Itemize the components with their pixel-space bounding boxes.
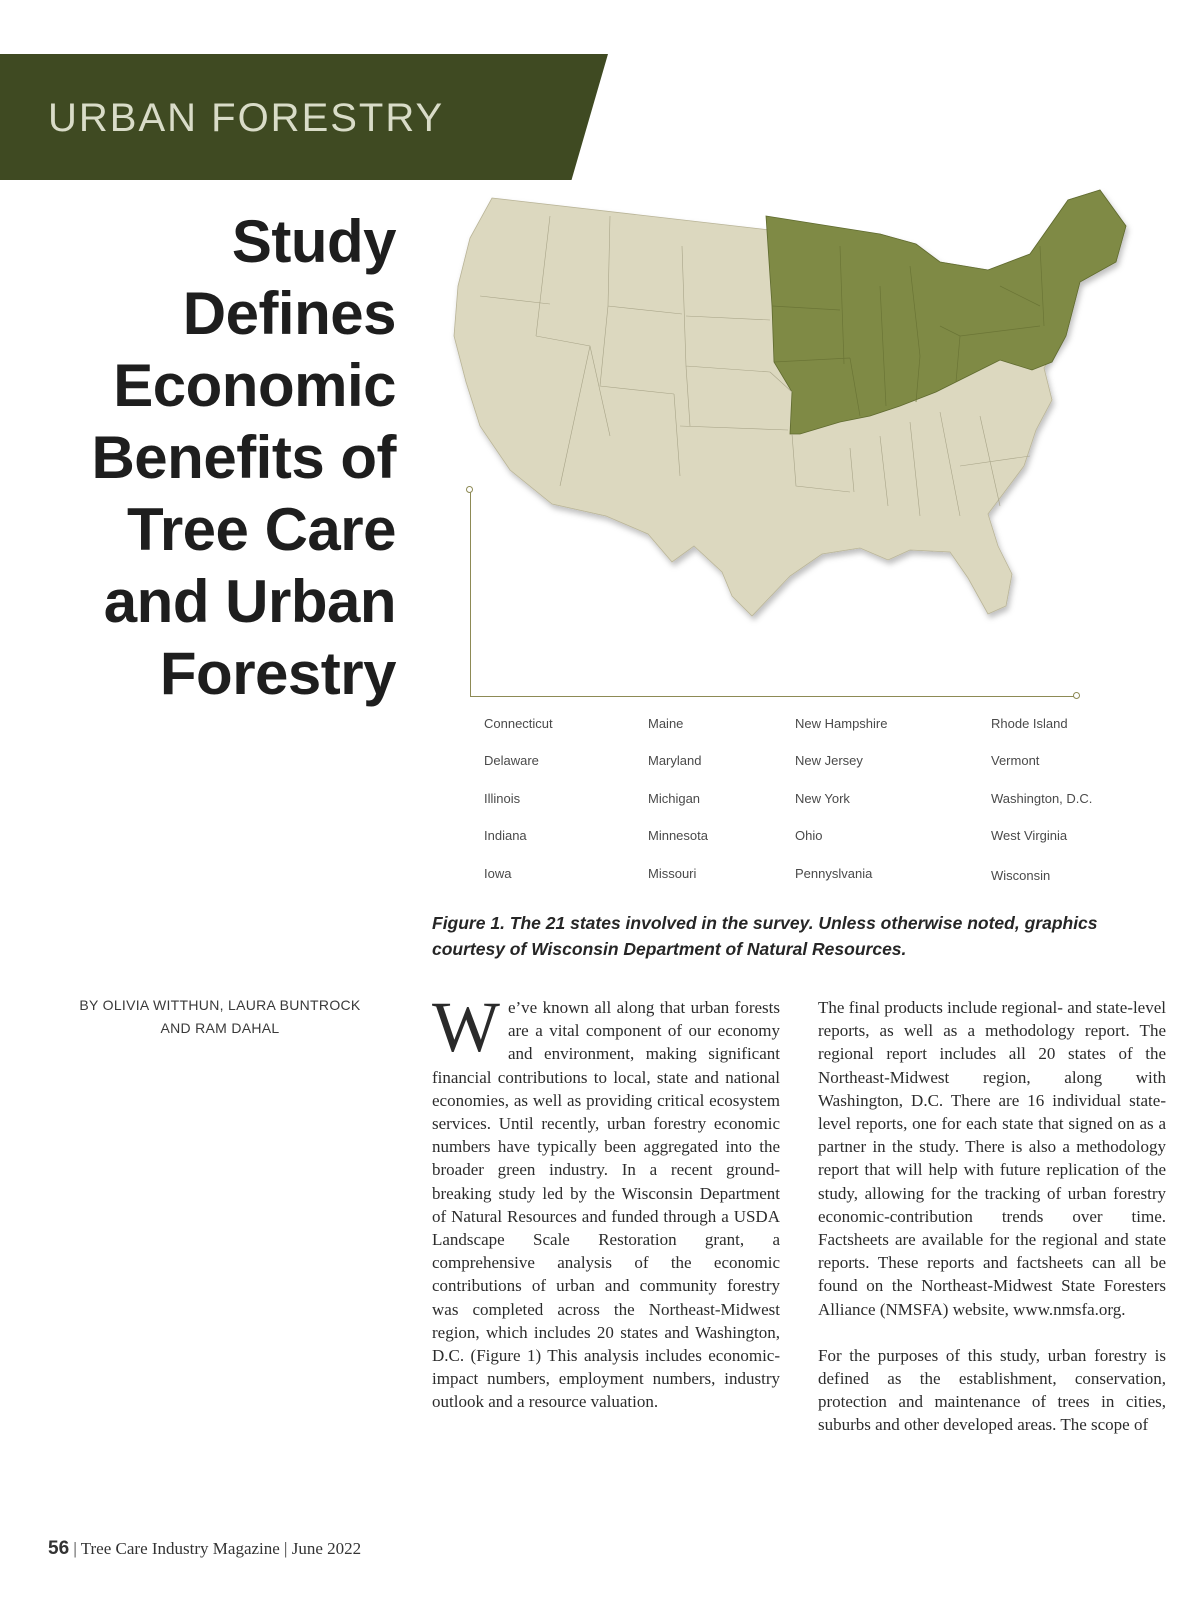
body-paragraph: For the purposes of this study, urban forestry is defined as the establishment, conservation, protection and maintenance of trees in cities, suburbs and other developed areas. The scope of <box>818 1345 1166 1435</box>
state-item: Rhode Island <box>991 716 1068 731</box>
body-paragraph: The final products include regional- and state-level reports, as well as a methodology report. The regional report includes all 20 states of the Northeast-Midwest region, along with Washington, D.C. There are 16 individual state-level reports, one for each state that signed on as a partner in the study. There is also a methodology report that will help with future replication of the study, allowing for the tracking of urban forestry economic-contribution trends over time. Factsheets are available for the regional and state reports. These reports and factsheets can all be found on the Northeast-Midwest State Foresters Alliance (NMSFA) website, www.nmsfa.org. <box>818 998 1166 1319</box>
state-item: Michigan <box>648 791 701 806</box>
figure-caption: Figure 1. The 21 states involved in the survey. Unless otherwise noted, graphics courtesy of Wisconsin Department of Natural Resources. <box>432 913 1098 959</box>
state-item: Connecticut <box>484 716 553 731</box>
figure-axis-vertical <box>470 490 471 697</box>
state-item: Delaware <box>484 753 539 768</box>
state-item: Ohio <box>795 828 823 843</box>
state-item: Washington, D.C. <box>991 791 1093 806</box>
state-item: New Jersey <box>795 753 863 768</box>
figure-axis-horizontal <box>470 696 1077 697</box>
publication-info: | Tree Care Industry Magazine | June 2022 <box>73 1539 362 1558</box>
state-item: Vermont <box>991 753 1040 768</box>
state-item: Indiana <box>484 828 527 843</box>
page-number: 56 <box>48 1538 70 1559</box>
drop-cap: W <box>432 987 500 1067</box>
article-title: Study Defines Economic Benefits of Tree Care and Urban Forestry <box>91 208 396 707</box>
byline <box>60 994 380 1040</box>
state-item: New York <box>795 791 850 806</box>
axis-endpoint-top <box>466 486 473 493</box>
axis-endpoint-right <box>1073 692 1080 699</box>
byline-line-2: AND RAM DAHAL <box>160 1020 280 1036</box>
body-column-left <box>432 987 780 1414</box>
state-item: Missouri <box>648 866 697 881</box>
page-footer <box>48 1538 361 1560</box>
us-map-figure <box>440 186 1160 656</box>
state-list <box>484 716 1124 896</box>
state-item: Pennyslvania <box>795 866 873 881</box>
state-item: Illinois <box>484 791 521 806</box>
body-column-right <box>818 996 1166 1437</box>
state-item: West Virginia <box>991 828 1068 843</box>
state-item: Iowa <box>484 866 512 881</box>
byline-line-1: BY OLIVIA WITTHUN, LAURA BUNTROCK <box>79 997 361 1013</box>
state-item: Maryland <box>648 753 702 768</box>
state-item: New Hampshire <box>795 716 888 731</box>
state-item: Minnesota <box>648 828 708 843</box>
state-item: Maine <box>648 716 684 731</box>
body-paragraph <box>432 987 780 1414</box>
body-text: e’ve known all along that urban forests are a vital component of our economy and environment, making significant financial contributions to local, state and national economies, as well as providing critical ecosystem services. Until recently, urban forestry economic numbers have typically been aggregated into the broader green industry. In a recent ground-breaking study led by the Wisconsin Department of Natural Resources and funded through a USDA Landscape Scale Restoration grant, a comprehensive analysis of the economic contributions of urban and community forestry was completed across the Northeast-Midwest region, which includes 20 states and Washington, D.C. (Figure 1) This analysis includes economic-impact numbers, employment numbers, industry outlook and a resource valuation. <box>432 998 780 1412</box>
section-label: URBAN FORESTRY <box>48 96 445 140</box>
state-item: Wisconsin <box>991 868 1051 883</box>
us-map <box>440 186 1160 656</box>
